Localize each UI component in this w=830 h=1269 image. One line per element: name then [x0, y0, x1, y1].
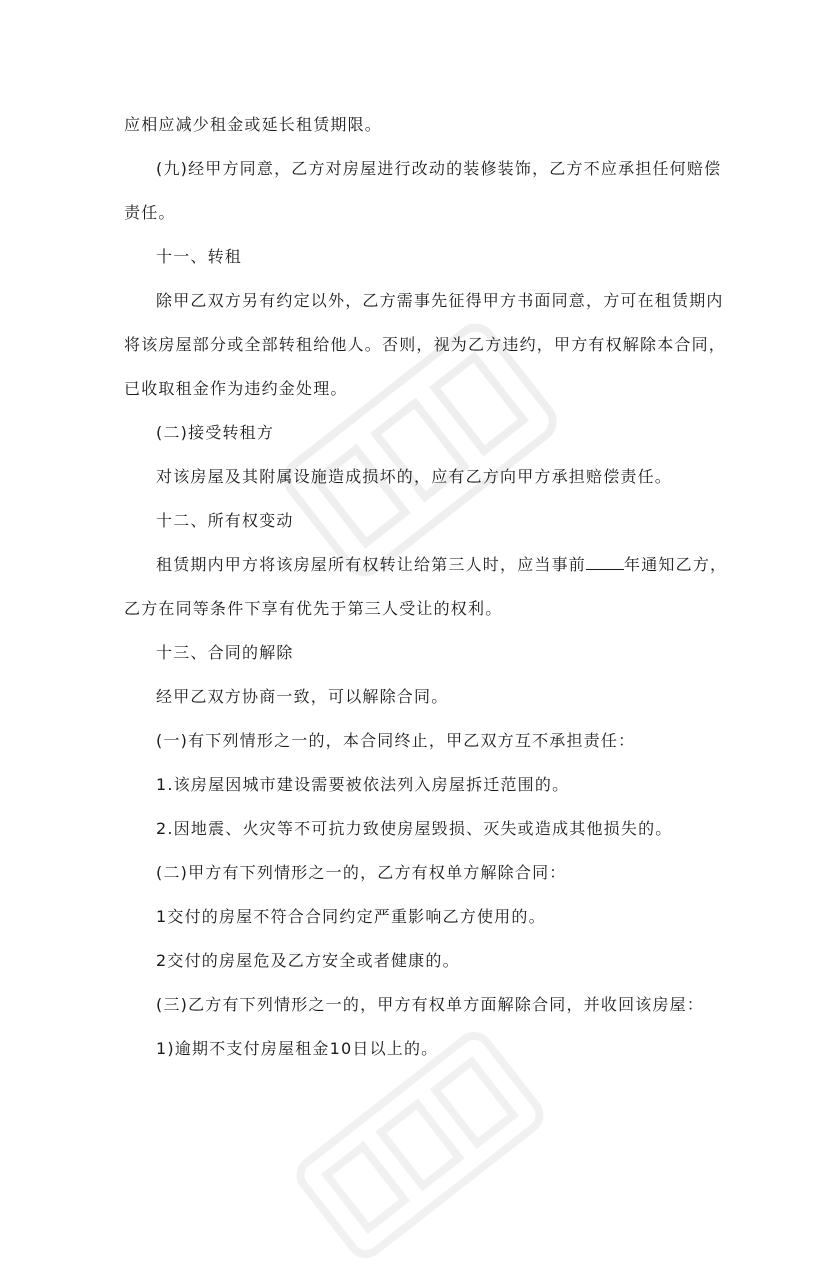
paragraph-line: 责任。 — [124, 203, 176, 222]
paragraph-line: 将该房屋部分或全部转租给他人。否则，视为乙方违约，甲方有权解除本合同， — [124, 335, 727, 354]
paragraph-line: (二)接受转租方 — [156, 423, 275, 442]
paragraph-line: 1.该房屋因城市建设需要被依法列入房屋拆迁范围的。 — [156, 775, 570, 794]
line-text-after-blank: 年通知乙方， — [624, 555, 728, 574]
paragraph-line: (九)经甲方同意，乙方对房屋进行改动的装修装饰，乙方不应承担任何赔偿 — [156, 159, 722, 178]
paragraph-line: (一)有下列情形之一的，本合同终止，甲乙双方互不承担责任： — [156, 731, 636, 750]
paragraph-line: (二)甲方有下列情形之一的，乙方有权单方解除合同： — [156, 863, 567, 882]
paragraph-line: 经甲乙双方协商一致，可以解除合同。 — [156, 687, 449, 706]
paragraph-line: 2.因地震、火灾等不可抗力致使房屋毁损、灭失或造成其他损失的。 — [156, 819, 673, 838]
document-body — [124, 103, 728, 1071]
line-text-before-blank: 租赁期内甲方将该房屋所有权转让给第三人时，应当事前 — [156, 555, 587, 574]
paragraph-line: 除甲乙双方另有约定以外，乙方需事先征得甲方书面同意，方可在租赁期内 — [156, 291, 724, 310]
section-heading: 十一、转租 — [156, 247, 243, 266]
paragraph-line: 1)逾期不支付房屋租金10日以上的。 — [156, 1039, 439, 1058]
paragraph-line: 应相应减少租金或延长租赁期限。 — [124, 115, 383, 134]
paragraph-line — [124, 543, 728, 587]
paragraph-line: 1交付的房屋不符合合同约定严重影响乙方使用的。 — [156, 907, 546, 926]
paragraph-line: 乙方在同等条件下享有优先于第三人受让的权利。 — [124, 599, 503, 618]
paragraph-line: 2交付的房屋危及乙方安全或者健康的。 — [156, 951, 460, 970]
paragraph-line: (三)乙方有下列情形之一的，甲方有权单方面解除合同，并收回该房屋： — [156, 995, 705, 1014]
section-heading: 十三、合同的解除 — [156, 643, 294, 662]
paragraph-line: 已收取租金作为违约金处理。 — [124, 379, 348, 398]
paragraph-line: 对该房屋及其附属设施造成损坏的，应有乙方向甲方承担赔偿责任。 — [156, 467, 673, 486]
section-heading: 十二、所有权变动 — [156, 511, 294, 530]
fill-in-blank — [586, 555, 624, 570]
